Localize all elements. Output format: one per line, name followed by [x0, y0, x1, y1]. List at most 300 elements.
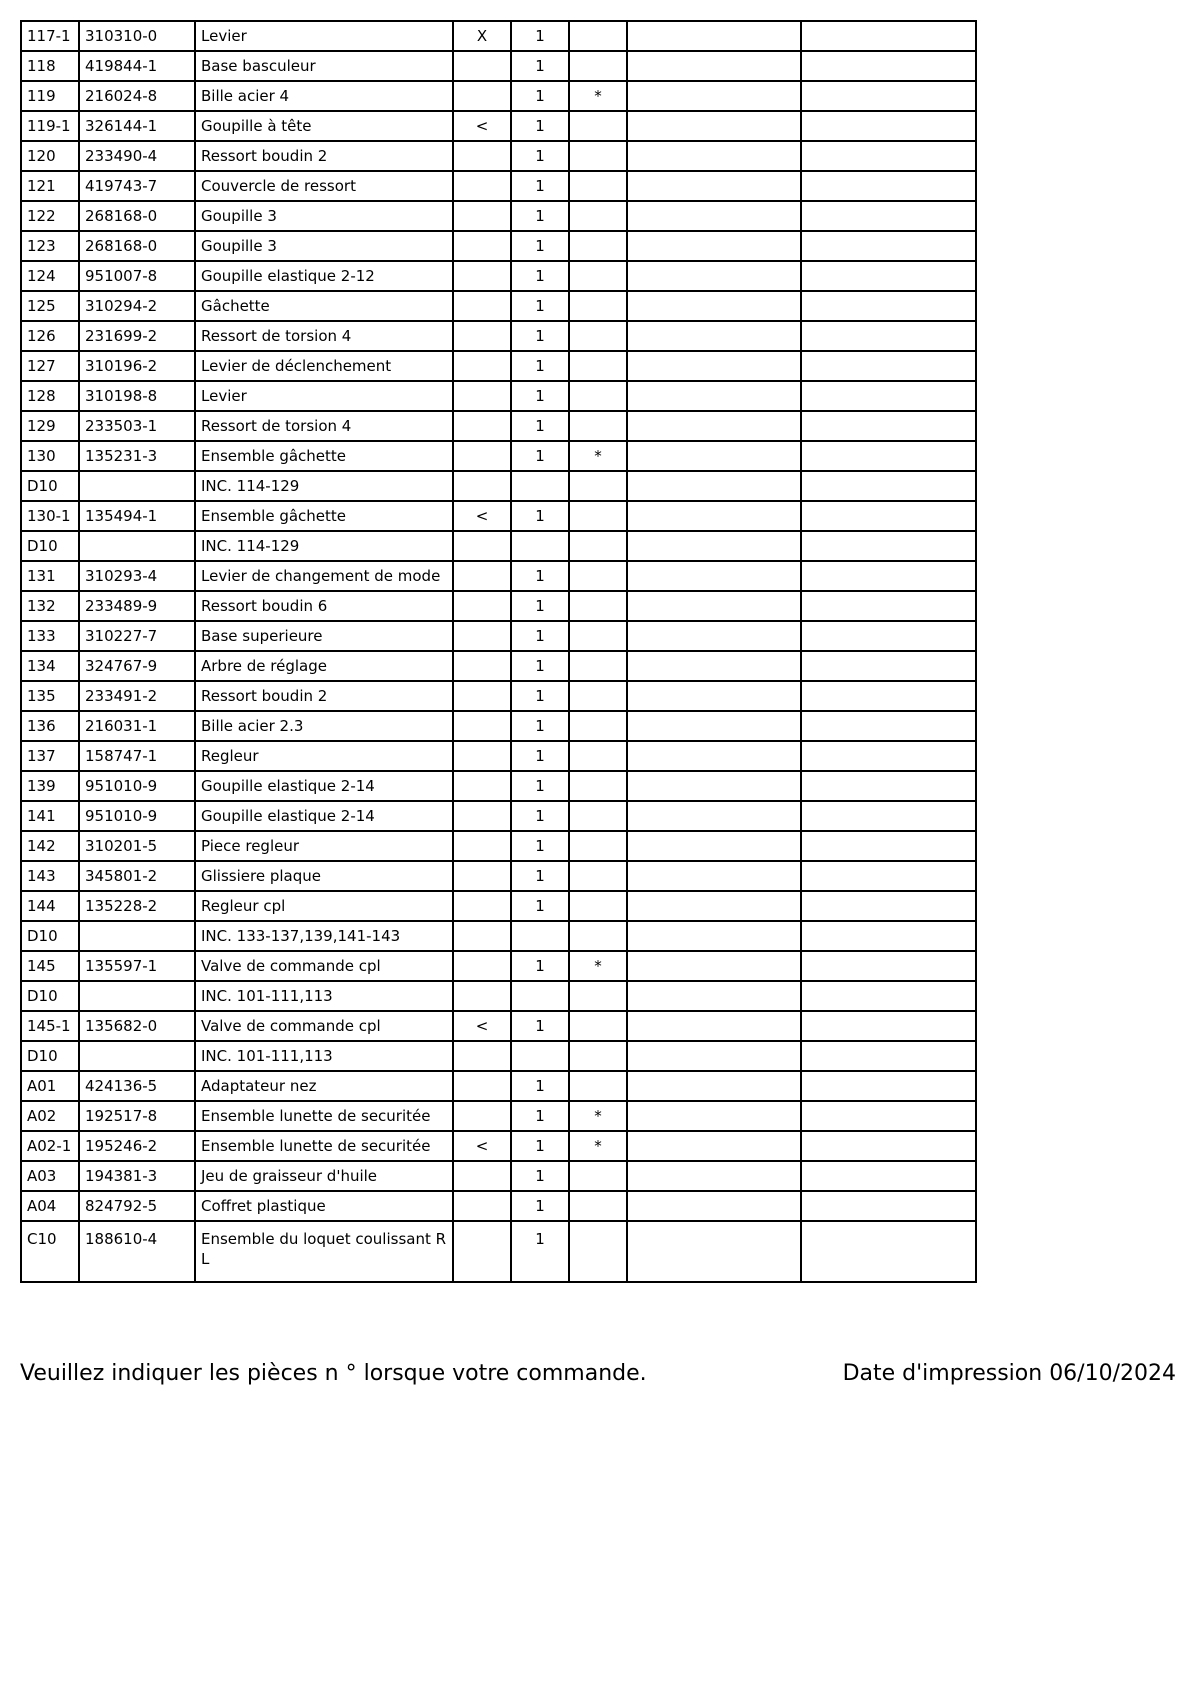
- description-cell: Jeu de graisseur d'huile: [195, 1161, 453, 1191]
- item-number-cell: 130-1: [21, 501, 79, 531]
- note-cell: [569, 1221, 627, 1282]
- table-row: [21, 1161, 976, 1191]
- blank-cell: [801, 771, 976, 801]
- blank-cell: [627, 1191, 801, 1221]
- mark-cell: [453, 381, 511, 411]
- description-cell: Piece regleur: [195, 831, 453, 861]
- note-cell: *: [569, 951, 627, 981]
- blank-cell: [627, 381, 801, 411]
- item-number-cell: 131: [21, 561, 79, 591]
- blank-cell: [801, 291, 976, 321]
- mark-cell: [453, 861, 511, 891]
- mark-cell: [453, 171, 511, 201]
- table-row: [21, 1101, 976, 1131]
- quantity-cell: 1: [511, 621, 569, 651]
- item-number-cell: 126: [21, 321, 79, 351]
- blank-cell: [801, 201, 976, 231]
- description-cell: Glissiere plaque: [195, 861, 453, 891]
- blank-cell: [627, 771, 801, 801]
- table-row: [21, 531, 976, 561]
- blank-cell: [627, 261, 801, 291]
- blank-cell: [627, 561, 801, 591]
- blank-cell: [801, 321, 976, 351]
- note-cell: [569, 1011, 627, 1041]
- table-row: [21, 171, 976, 201]
- quantity-cell: 1: [511, 651, 569, 681]
- note-cell: [569, 141, 627, 171]
- item-number-cell: 142: [21, 831, 79, 861]
- note-cell: [569, 771, 627, 801]
- part-number-cell: 951010-9: [79, 801, 195, 831]
- table-row: [21, 351, 976, 381]
- table-row: [21, 111, 976, 141]
- quantity-cell: 1: [511, 591, 569, 621]
- description-cell: Ensemble lunette de securitée: [195, 1131, 453, 1161]
- item-number-cell: 127: [21, 351, 79, 381]
- blank-cell: [627, 1071, 801, 1101]
- table-row: [21, 591, 976, 621]
- quantity-cell: 1: [511, 1101, 569, 1131]
- blank-cell: [801, 1011, 976, 1041]
- note-cell: [569, 591, 627, 621]
- quantity-cell: 1: [511, 381, 569, 411]
- description-cell: Ressort de torsion 4: [195, 321, 453, 351]
- note-cell: [569, 1041, 627, 1071]
- description-cell: INC. 101-111,113: [195, 981, 453, 1011]
- blank-cell: [801, 621, 976, 651]
- part-number-cell: 424136-5: [79, 1071, 195, 1101]
- item-number-cell: A02-1: [21, 1131, 79, 1161]
- mark-cell: [453, 1101, 511, 1131]
- blank-cell: [627, 801, 801, 831]
- note-cell: [569, 201, 627, 231]
- item-number-cell: A01: [21, 1071, 79, 1101]
- item-number-cell: 119: [21, 81, 79, 111]
- note-cell: *: [569, 441, 627, 471]
- table-row: [21, 321, 976, 351]
- item-number-cell: 121: [21, 171, 79, 201]
- blank-cell: [801, 1131, 976, 1161]
- blank-cell: [801, 351, 976, 381]
- mark-cell: [453, 561, 511, 591]
- mark-cell: [453, 681, 511, 711]
- quantity-cell: 1: [511, 891, 569, 921]
- part-number-cell: 135597-1: [79, 951, 195, 981]
- blank-cell: [801, 81, 976, 111]
- description-cell: Base superieure: [195, 621, 453, 651]
- quantity-cell: 1: [511, 1131, 569, 1161]
- item-number-cell: 145-1: [21, 1011, 79, 1041]
- table-row: [21, 741, 976, 771]
- description-cell: Regleur cpl: [195, 891, 453, 921]
- part-number-cell: 310198-8: [79, 381, 195, 411]
- blank-cell: [627, 1101, 801, 1131]
- mark-cell: [453, 261, 511, 291]
- note-cell: [569, 1071, 627, 1101]
- blank-cell: [627, 1221, 801, 1282]
- description-cell: Couvercle de ressort: [195, 171, 453, 201]
- parts-table: [20, 20, 977, 1283]
- mark-cell: [453, 711, 511, 741]
- mark-cell: [453, 1071, 511, 1101]
- note-cell: *: [569, 81, 627, 111]
- description-cell: INC. 114-129: [195, 471, 453, 501]
- blank-cell: [801, 801, 976, 831]
- part-number-cell: 326144-1: [79, 111, 195, 141]
- description-cell: Regleur: [195, 741, 453, 771]
- blank-cell: [627, 741, 801, 771]
- blank-cell: [801, 471, 976, 501]
- note-cell: [569, 981, 627, 1011]
- blank-cell: [801, 861, 976, 891]
- mark-cell: [453, 621, 511, 651]
- quantity-cell: 1: [511, 261, 569, 291]
- blank-cell: [627, 531, 801, 561]
- mark-cell: [453, 831, 511, 861]
- blank-cell: [801, 261, 976, 291]
- part-number-cell: 233503-1: [79, 411, 195, 441]
- blank-cell: [801, 1071, 976, 1101]
- mark-cell: [453, 291, 511, 321]
- note-cell: [569, 351, 627, 381]
- table-row: [21, 291, 976, 321]
- table-row: [21, 501, 976, 531]
- mark-cell: [453, 741, 511, 771]
- note-cell: [569, 501, 627, 531]
- description-cell: Gâchette: [195, 291, 453, 321]
- mark-cell: [453, 951, 511, 981]
- part-number-cell: 231699-2: [79, 321, 195, 351]
- blank-cell: [627, 891, 801, 921]
- quantity-cell: [511, 1041, 569, 1071]
- note-cell: [569, 381, 627, 411]
- blank-cell: [801, 681, 976, 711]
- mark-cell: [453, 441, 511, 471]
- note-cell: [569, 291, 627, 321]
- mark-cell: [453, 1161, 511, 1191]
- part-number-cell: 233490-4: [79, 141, 195, 171]
- blank-cell: [627, 1011, 801, 1041]
- blank-cell: [627, 861, 801, 891]
- description-cell: Goupille 3: [195, 201, 453, 231]
- mark-cell: <: [453, 501, 511, 531]
- blank-cell: [801, 1191, 976, 1221]
- mark-cell: [453, 1221, 511, 1282]
- note-cell: [569, 651, 627, 681]
- blank-cell: [801, 51, 976, 81]
- note-cell: [569, 861, 627, 891]
- blank-cell: [627, 981, 801, 1011]
- table-row: [21, 711, 976, 741]
- quantity-cell: 1: [511, 1221, 569, 1282]
- table-row: [21, 471, 976, 501]
- item-number-cell: C10: [21, 1221, 79, 1282]
- part-number-cell: 951007-8: [79, 261, 195, 291]
- blank-cell: [801, 231, 976, 261]
- note-cell: [569, 261, 627, 291]
- item-number-cell: 137: [21, 741, 79, 771]
- description-cell: Goupille elastique 2-12: [195, 261, 453, 291]
- mark-cell: X: [453, 21, 511, 51]
- part-number-cell: [79, 531, 195, 561]
- quantity-cell: 1: [511, 231, 569, 261]
- item-number-cell: 128: [21, 381, 79, 411]
- mark-cell: [453, 141, 511, 171]
- mark-cell: [453, 321, 511, 351]
- blank-cell: [627, 201, 801, 231]
- item-number-cell: 139: [21, 771, 79, 801]
- item-number-cell: 143: [21, 861, 79, 891]
- mark-cell: <: [453, 111, 511, 141]
- part-number-cell: 310310-0: [79, 21, 195, 51]
- blank-cell: [801, 981, 976, 1011]
- part-number-cell: 324767-9: [79, 651, 195, 681]
- quantity-cell: 1: [511, 141, 569, 171]
- blank-cell: [801, 111, 976, 141]
- description-cell: INC. 101-111,113: [195, 1041, 453, 1071]
- description-cell: Arbre de réglage: [195, 651, 453, 681]
- description-cell: Levier: [195, 381, 453, 411]
- quantity-cell: [511, 921, 569, 951]
- table-row: [21, 801, 976, 831]
- mark-cell: [453, 81, 511, 111]
- mark-cell: [453, 471, 511, 501]
- part-number-cell: [79, 1041, 195, 1071]
- part-number-cell: 194381-3: [79, 1161, 195, 1191]
- note-cell: [569, 531, 627, 561]
- blank-cell: [627, 1161, 801, 1191]
- blank-cell: [801, 921, 976, 951]
- part-number-cell: 268168-0: [79, 231, 195, 261]
- blank-cell: [627, 111, 801, 141]
- blank-cell: [627, 231, 801, 261]
- table-row: [21, 1041, 976, 1071]
- blank-cell: [627, 921, 801, 951]
- quantity-cell: 1: [511, 441, 569, 471]
- description-cell: Base basculeur: [195, 51, 453, 81]
- note-cell: [569, 1191, 627, 1221]
- note-cell: [569, 921, 627, 951]
- blank-cell: [627, 51, 801, 81]
- blank-cell: [801, 591, 976, 621]
- table-row: [21, 1011, 976, 1041]
- description-cell: Ensemble gâchette: [195, 501, 453, 531]
- blank-cell: [801, 1161, 976, 1191]
- table-row: [21, 51, 976, 81]
- table-row: [21, 981, 976, 1011]
- item-number-cell: D10: [21, 981, 79, 1011]
- note-cell: [569, 411, 627, 441]
- mark-cell: [453, 981, 511, 1011]
- blank-cell: [627, 81, 801, 111]
- description-cell: Ensemble gâchette: [195, 441, 453, 471]
- description-cell: Coffret plastique: [195, 1191, 453, 1221]
- part-number-cell: [79, 471, 195, 501]
- quantity-cell: 1: [511, 711, 569, 741]
- part-number-cell: [79, 981, 195, 1011]
- item-number-cell: 141: [21, 801, 79, 831]
- mark-cell: [453, 231, 511, 261]
- part-number-cell: 158747-1: [79, 741, 195, 771]
- blank-cell: [801, 951, 976, 981]
- note-cell: [569, 741, 627, 771]
- item-number-cell: 125: [21, 291, 79, 321]
- note-cell: *: [569, 1101, 627, 1131]
- blank-cell: [801, 381, 976, 411]
- blank-cell: [801, 531, 976, 561]
- blank-cell: [627, 351, 801, 381]
- mark-cell: [453, 201, 511, 231]
- note-cell: [569, 681, 627, 711]
- table-row: [21, 561, 976, 591]
- blank-cell: [801, 501, 976, 531]
- blank-cell: [801, 711, 976, 741]
- description-cell: Ressort boudin 2: [195, 681, 453, 711]
- part-number-cell: 951010-9: [79, 771, 195, 801]
- description-cell: Goupille elastique 2-14: [195, 771, 453, 801]
- table-row: [21, 651, 976, 681]
- quantity-cell: 1: [511, 171, 569, 201]
- quantity-cell: [511, 471, 569, 501]
- print-date: Date d'impression 06/10/2024: [842, 1361, 1176, 1386]
- blank-cell: [627, 441, 801, 471]
- part-number-cell: 310196-2: [79, 351, 195, 381]
- note-cell: [569, 231, 627, 261]
- part-number-cell: 216031-1: [79, 711, 195, 741]
- blank-cell: [801, 891, 976, 921]
- part-number-cell: 216024-8: [79, 81, 195, 111]
- note-cell: [569, 621, 627, 651]
- part-number-cell: 345801-2: [79, 861, 195, 891]
- description-cell: INC. 133-137,139,141-143: [195, 921, 453, 951]
- part-number-cell: 195246-2: [79, 1131, 195, 1161]
- part-number-cell: 135228-2: [79, 891, 195, 921]
- blank-cell: [627, 711, 801, 741]
- table-row: [21, 81, 976, 111]
- description-cell: Bille acier 4: [195, 81, 453, 111]
- quantity-cell: 1: [511, 51, 569, 81]
- quantity-cell: 1: [511, 411, 569, 441]
- description-cell: Valve de commande cpl: [195, 951, 453, 981]
- note-cell: [569, 561, 627, 591]
- quantity-cell: 1: [511, 951, 569, 981]
- item-number-cell: D10: [21, 1041, 79, 1071]
- table-row: [21, 381, 976, 411]
- description-cell: Ressort boudin 2: [195, 141, 453, 171]
- blank-cell: [627, 1131, 801, 1161]
- table-row: [21, 141, 976, 171]
- quantity-cell: 1: [511, 771, 569, 801]
- quantity-cell: 1: [511, 321, 569, 351]
- mark-cell: [453, 801, 511, 831]
- mark-cell: <: [453, 1131, 511, 1161]
- blank-cell: [627, 831, 801, 861]
- quantity-cell: 1: [511, 1071, 569, 1101]
- blank-cell: [627, 501, 801, 531]
- note-cell: [569, 1161, 627, 1191]
- item-number-cell: 119-1: [21, 111, 79, 141]
- table-row: [21, 1191, 976, 1221]
- quantity-cell: 1: [511, 561, 569, 591]
- part-number-cell: 419844-1: [79, 51, 195, 81]
- item-number-cell: 129: [21, 411, 79, 441]
- part-number-cell: 824792-5: [79, 1191, 195, 1221]
- blank-cell: [801, 741, 976, 771]
- blank-cell: [627, 1041, 801, 1071]
- item-number-cell: A04: [21, 1191, 79, 1221]
- part-number-cell: 135494-1: [79, 501, 195, 531]
- blank-cell: [627, 171, 801, 201]
- note-cell: [569, 711, 627, 741]
- table-row: [21, 861, 976, 891]
- mark-cell: [453, 51, 511, 81]
- table-row: [21, 771, 976, 801]
- mark-cell: [453, 591, 511, 621]
- blank-cell: [627, 321, 801, 351]
- note-cell: [569, 111, 627, 141]
- table-row: [21, 1221, 976, 1282]
- blank-cell: [627, 591, 801, 621]
- description-cell: INC. 114-129: [195, 531, 453, 561]
- parts-table-body: [21, 21, 976, 1282]
- table-row: [21, 621, 976, 651]
- quantity-cell: 1: [511, 1161, 569, 1191]
- table-row: [21, 921, 976, 951]
- mark-cell: [453, 921, 511, 951]
- footer-note: Veuillez indiquer les pièces n ° lorsque votre commande.: [20, 1361, 647, 1386]
- table-row: [21, 831, 976, 861]
- blank-cell: [627, 681, 801, 711]
- blank-cell: [801, 831, 976, 861]
- item-number-cell: A02: [21, 1101, 79, 1131]
- item-number-cell: 123: [21, 231, 79, 261]
- part-number-cell: 135682-0: [79, 1011, 195, 1041]
- quantity-cell: 1: [511, 861, 569, 891]
- part-number-cell: 135231-3: [79, 441, 195, 471]
- description-cell: Ressort de torsion 4: [195, 411, 453, 441]
- table-row: [21, 1131, 976, 1161]
- note-cell: [569, 21, 627, 51]
- blank-cell: [801, 651, 976, 681]
- table-row: [21, 411, 976, 441]
- quantity-cell: 1: [511, 21, 569, 51]
- quantity-cell: 1: [511, 1011, 569, 1041]
- mark-cell: [453, 1041, 511, 1071]
- blank-cell: [801, 1221, 976, 1282]
- blank-cell: [801, 21, 976, 51]
- mark-cell: [453, 1191, 511, 1221]
- part-number-cell: 310227-7: [79, 621, 195, 651]
- table-row: [21, 681, 976, 711]
- part-number-cell: 419743-7: [79, 171, 195, 201]
- quantity-cell: 1: [511, 81, 569, 111]
- mark-cell: [453, 891, 511, 921]
- description-cell: Levier de déclenchement: [195, 351, 453, 381]
- part-number-cell: 310201-5: [79, 831, 195, 861]
- item-number-cell: D10: [21, 471, 79, 501]
- item-number-cell: 135: [21, 681, 79, 711]
- blank-cell: [627, 651, 801, 681]
- quantity-cell: 1: [511, 1191, 569, 1221]
- table-row: [21, 441, 976, 471]
- description-cell: Levier de changement de mode: [195, 561, 453, 591]
- description-cell: Levier: [195, 21, 453, 51]
- item-number-cell: 134: [21, 651, 79, 681]
- blank-cell: [801, 411, 976, 441]
- part-number-cell: 268168-0: [79, 201, 195, 231]
- mark-cell: <: [453, 1011, 511, 1041]
- quantity-cell: 1: [511, 291, 569, 321]
